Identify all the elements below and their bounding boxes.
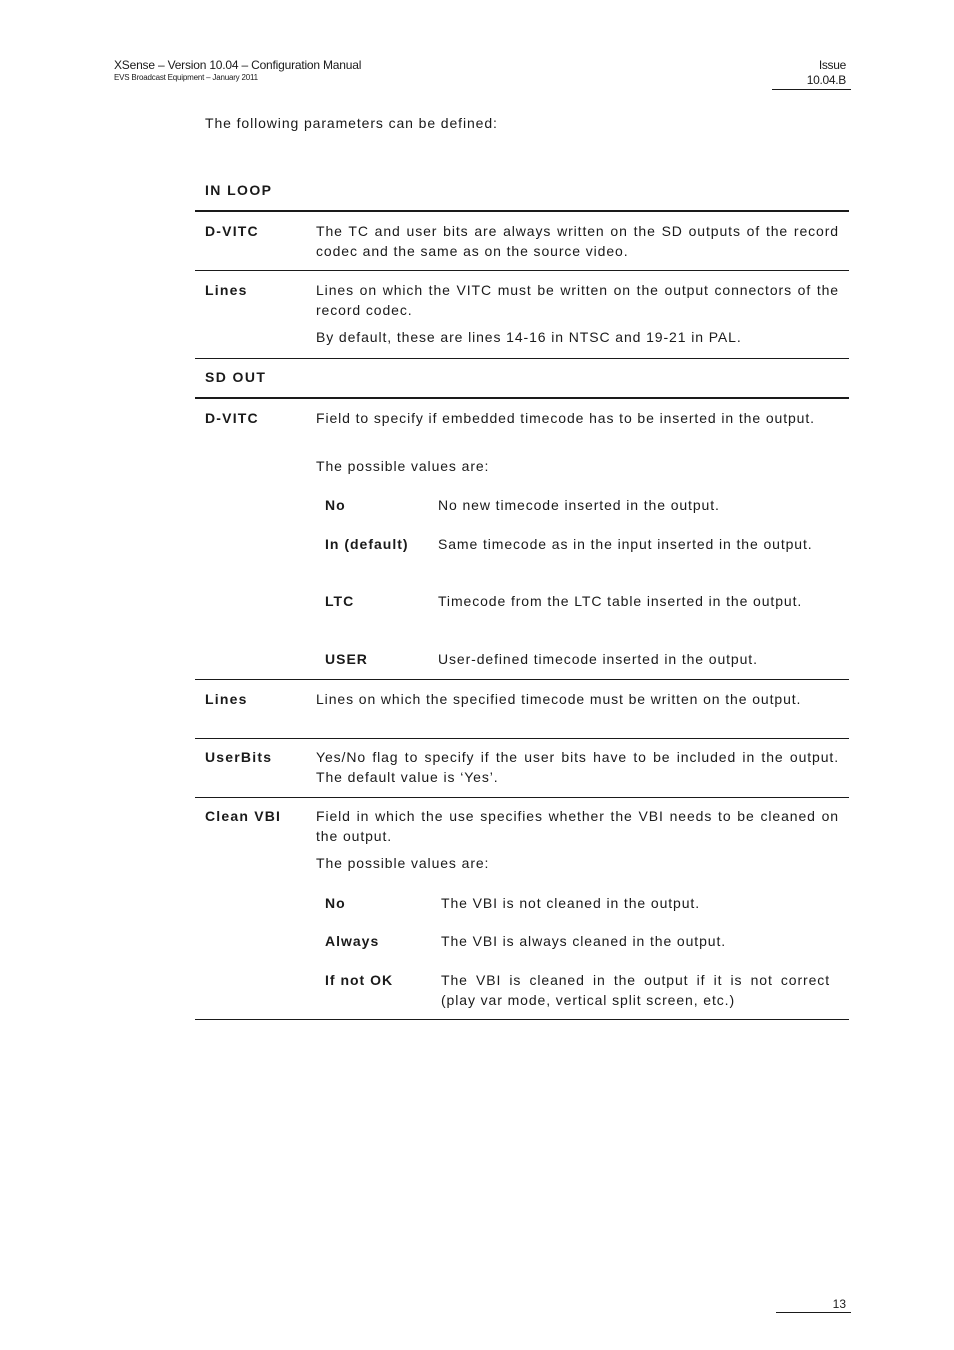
- page-footer: [776, 1297, 851, 1313]
- value-desc: Timecode from the LTC table inserted in the output.: [438, 593, 803, 609]
- value-term: Always: [325, 933, 380, 949]
- row-divider: [195, 797, 849, 798]
- section-heading-in-loop: IN LOOP: [205, 182, 273, 198]
- desc-sd-out-dvitc: Field to specify if embedded timecode has to be inserted in the output.: [316, 410, 815, 426]
- page-number: 13: [832, 1297, 846, 1311]
- possible-values-label: The possible values are:: [316, 458, 490, 474]
- row-divider: [195, 270, 849, 271]
- value-desc: The VBI is always cleaned in the output.: [441, 933, 727, 949]
- possible-values-label: The possible values are:: [316, 855, 490, 871]
- intro-text: The following parameters can be defined:: [205, 115, 498, 131]
- value-desc: No new timecode inserted in the output.: [438, 497, 720, 513]
- value-desc: The VBI is not cleaned in the output.: [441, 895, 701, 911]
- issue-number: 10.04.B: [806, 73, 846, 87]
- term-in-loop-lines: Lines: [205, 282, 248, 298]
- term-sd-out-lines: Lines: [205, 691, 248, 707]
- page-header: [114, 58, 361, 83]
- section-rule: [195, 397, 849, 399]
- section-heading-sd-out: SD OUT: [205, 369, 267, 385]
- term-in-loop-dvitc: D-VITC: [205, 223, 259, 239]
- desc-in-loop-lines-default: By default, these are lines 14-16 in NTSC and 19-21 in PAL.: [316, 329, 742, 345]
- section-rule: [195, 210, 849, 212]
- value-term: No: [325, 497, 346, 513]
- value-term: If not OK: [325, 972, 394, 988]
- term-sd-out-clean-vbi: Clean VBI: [205, 808, 282, 824]
- document-title: XSense – Version 10.04 – Configuration Manual: [114, 58, 362, 72]
- desc-sd-out-lines: Lines on which the specified timecode must be written on the output.: [316, 691, 802, 707]
- value-term: USER: [325, 651, 368, 667]
- value-term: In (default): [325, 536, 409, 552]
- value-term: LTC: [325, 593, 355, 609]
- desc-in-loop-dvitc: The TC and user bits are always written on the SD outputs of the record codec and the same as on the source video.: [316, 223, 839, 259]
- value-term: No: [325, 895, 346, 911]
- value-desc: The VBI is cleaned in the output if it is not correct (play var mode, vertical split screen, etc.): [441, 972, 830, 1008]
- desc-sd-out-userbits: Yes/No flag to specify if the user bits have to be included in the output. The default value is ‘Yes’.: [316, 749, 839, 785]
- row-divider: [195, 679, 849, 680]
- row-divider: [195, 358, 849, 359]
- term-sd-out-dvitc: D-VITC: [205, 410, 259, 426]
- issue-label: Issue: [818, 58, 846, 72]
- issue-block: [772, 58, 851, 90]
- desc-in-loop-lines: Lines on which the VITC must be written on the output connectors of the record codec.: [316, 282, 839, 318]
- term-sd-out-userbits: UserBits: [205, 749, 273, 765]
- value-desc: Same timecode as in the input inserted in the output.: [438, 536, 813, 552]
- table-bottom-rule: [195, 1019, 849, 1020]
- row-divider: [195, 738, 849, 739]
- desc-sd-out-clean-vbi: Field in which the use specifies whether the VBI needs to be cleaned on the output.: [316, 808, 839, 844]
- value-desc: User-defined timecode inserted in the output.: [438, 651, 758, 667]
- document-subtitle: EVS Broadcast Equipment – January 2011: [114, 73, 258, 82]
